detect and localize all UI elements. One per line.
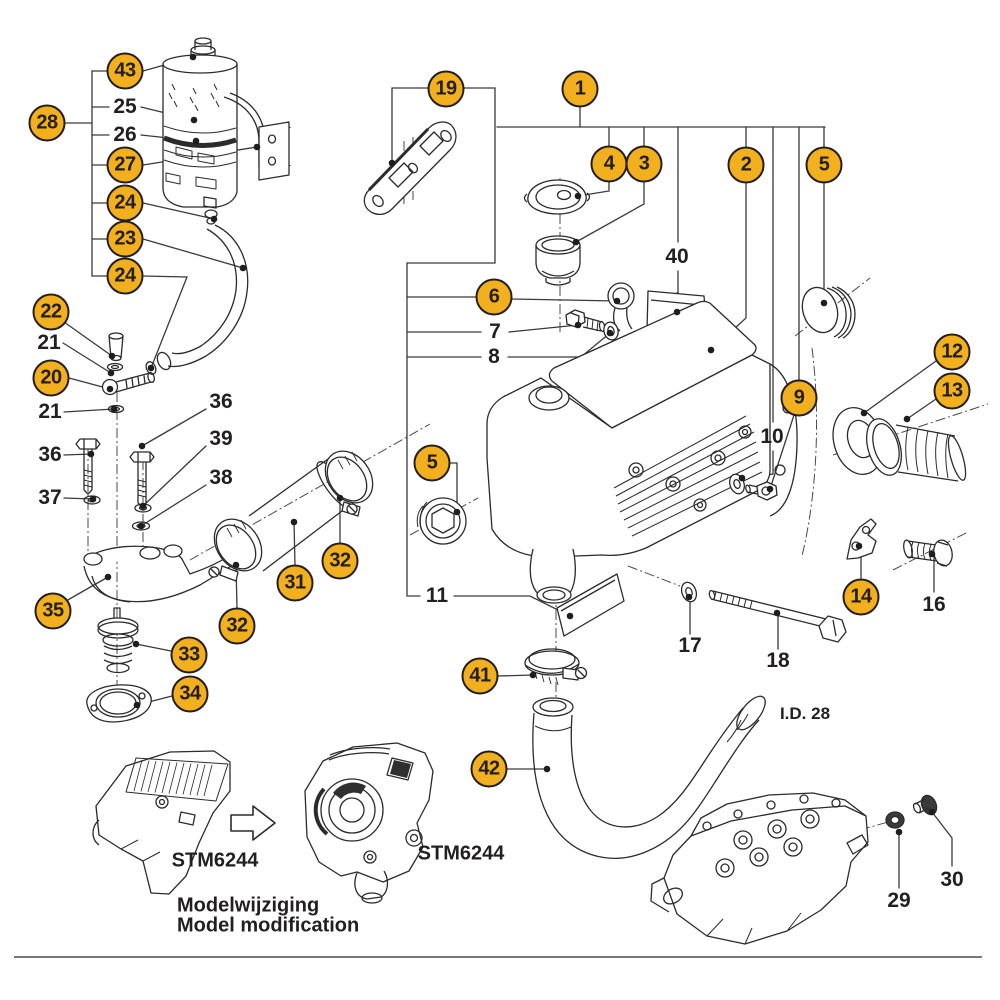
part-label-11-13: 11 xyxy=(425,584,449,607)
part-badge-24-5[interactable]: 24 xyxy=(107,258,144,295)
part-badge-9-24[interactable]: 9 xyxy=(781,380,818,417)
model-note-english: Model modification xyxy=(177,914,360,937)
part-label-37-8: 37 xyxy=(38,486,62,509)
part-badge-32-11[interactable]: 32 xyxy=(219,608,256,645)
part-badge-22-6[interactable]: 22 xyxy=(33,294,70,331)
part-label-8-10: 8 xyxy=(488,345,500,368)
part-badge-13-23[interactable]: 13 xyxy=(934,373,971,410)
part-label-7-9: 7 xyxy=(489,320,501,343)
part-label-40-11: 40 xyxy=(665,245,689,268)
part-badge-6-20[interactable]: 6 xyxy=(476,279,513,316)
part-badge-2-18[interactable]: 2 xyxy=(728,147,765,184)
part-badge-27-2[interactable]: 27 xyxy=(107,147,144,184)
part-label-39-5: 39 xyxy=(209,427,233,450)
part-badge-4-16[interactable]: 4 xyxy=(591,146,628,183)
part-badge-3-17[interactable]: 3 xyxy=(626,146,663,183)
model-note-dutch: Modelwijziging xyxy=(177,894,320,917)
part-badge-24-3[interactable]: 24 xyxy=(107,185,144,222)
part-label-21-2: 21 xyxy=(37,331,61,354)
part-badge-41-26[interactable]: 41 xyxy=(462,658,499,695)
part-badge-32-13[interactable]: 32 xyxy=(322,543,359,580)
part-badge-23-4[interactable]: 23 xyxy=(107,221,144,258)
part-badge-14-25[interactable]: 14 xyxy=(843,579,880,616)
part-badge-5-19[interactable]: 5 xyxy=(806,147,843,184)
part-label-18-15: 18 xyxy=(766,649,790,672)
part-label-17-14: 17 xyxy=(678,634,702,657)
part-badge-28-1[interactable]: 28 xyxy=(29,105,66,142)
part-badge-31-12[interactable]: 31 xyxy=(277,565,314,602)
part-label-10-12: 10 xyxy=(760,425,784,448)
part-badge-20-7[interactable]: 20 xyxy=(33,360,70,397)
model-code-old: STM6244 xyxy=(171,849,259,872)
part-badge-12-22[interactable]: 12 xyxy=(934,334,971,371)
part-badge-19-14[interactable]: 19 xyxy=(428,71,465,108)
part-label-36-4: 36 xyxy=(209,390,233,413)
part-badge-34-10[interactable]: 34 xyxy=(172,676,209,713)
part-label-30-18: 30 xyxy=(940,868,964,891)
hose-inner-diameter-label: I.D. 28 xyxy=(779,704,831,723)
part-label-29-17: 29 xyxy=(887,889,911,912)
part-label-36-7: 36 xyxy=(38,443,62,466)
part-badge-1-15[interactable]: 1 xyxy=(562,71,599,108)
part-badge-5-21[interactable]: 5 xyxy=(414,445,451,482)
part-label-16-16: 16 xyxy=(922,593,946,616)
part-label-26-1: 26 xyxy=(113,123,137,146)
part-badge-35-8[interactable]: 35 xyxy=(35,593,72,630)
part-label-38-6: 38 xyxy=(209,466,233,489)
part-badge-43-0[interactable]: 43 xyxy=(107,53,144,90)
part-label-25-0: 25 xyxy=(113,95,137,118)
footer-divider xyxy=(14,956,982,958)
part-badge-33-9[interactable]: 33 xyxy=(171,637,208,674)
model-code-new: STM6244 xyxy=(417,842,505,865)
part-label-21-3: 21 xyxy=(38,400,62,423)
part-badge-42-27[interactable]: 42 xyxy=(471,751,508,788)
